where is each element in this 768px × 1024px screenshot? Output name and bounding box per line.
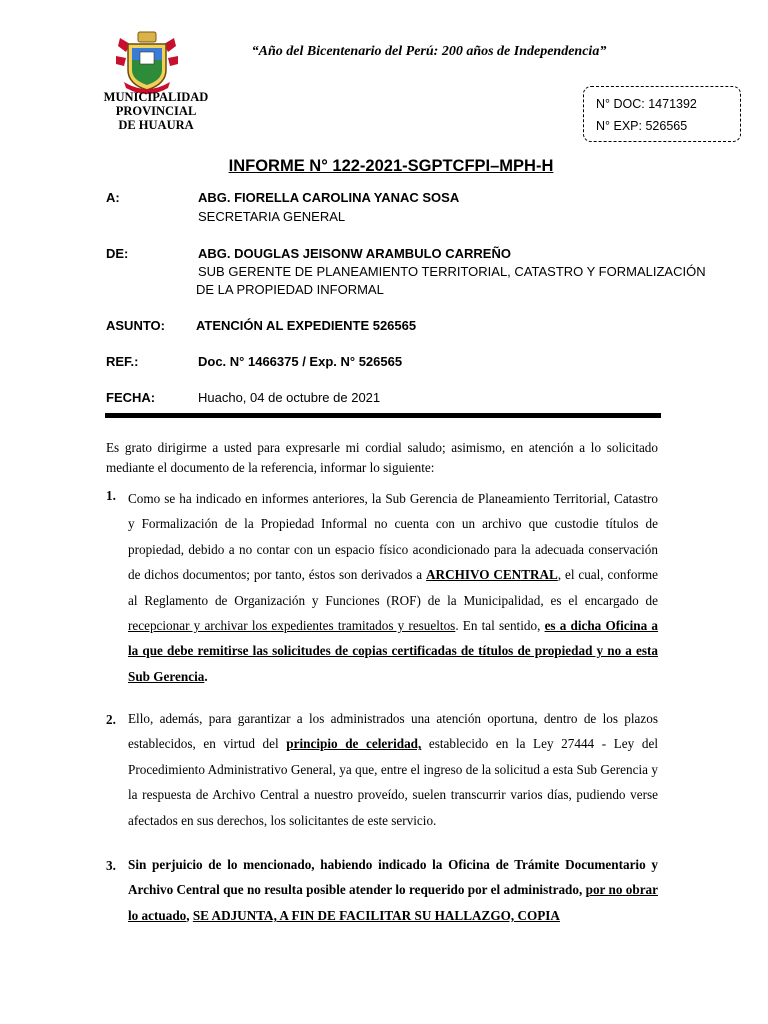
municipality-name-line1: MUNICIPALIDAD PROVINCIAL <box>103 90 209 118</box>
item-3-text-c: , <box>186 907 193 923</box>
header-divider <box>105 413 661 418</box>
doc-number: N° DOC: 1471392 <box>596 97 697 111</box>
item-1-number: 1. <box>106 488 116 503</box>
from-name: ABG. DOUGLAS JEISONW ARAMBULO CARREÑO <box>198 246 511 261</box>
municipality-name <box>66 90 246 132</box>
year-motto: “Año del Bicentenario del Perú: 200 años de Independencia” <box>251 44 607 59</box>
item-2-paragraph <box>128 706 658 833</box>
item-1-text-c: , el cual, conforme al Reglamento de Organización y Funciones (ROF) de la Municipalidad, es el encargado de <box>128 567 658 608</box>
item-1-text-a: Como se ha indicado en informes anteriores, la Sub Gerencia de Planeamiento Territorial, Catastro y Formalización de la Propiedad Informal no cuenta con un archivo que custodie títulos de propiedad, debido a no contar con un espacio físico acondicionado para la adecuada conservación de dichos documentos; por tanto, éstos son derivados a <box>128 491 658 583</box>
subject-label: ASUNTO: <box>106 318 165 333</box>
date-value: Huacho, 04 de octubre de 2021 <box>198 390 381 405</box>
item-2-text-a: Ello, además, para garantizar a los administrados una atención oportuna, dentro de los plazos establecidos, en virtud del <box>128 711 658 752</box>
por-no-obrar-underlined: por no obrar lo actuado <box>128 882 658 923</box>
date-label: FECHA: <box>106 390 156 405</box>
item-3-text-a: Sin perjuicio de lo mencionado, habiendo indicado la Oficina de Trámite Documentario y Archivo Central que no resulta posible atender lo requerido por el administrado, <box>128 857 658 898</box>
municipality-name-line2: DE HUAURA <box>118 118 194 132</box>
document-number-box <box>583 86 741 142</box>
item-2-text-c: establecido en la Ley 27444 - Ley del Procedimiento Administrativo General, ya que, entre el ingreso de la solicitud a esta Sub Gerencia y la respuesta de Archivo Central a nuestro proveído, suelen transcurrir varios días, pudiendo verse afectados en sus derechos, los solicitantes de este servicio. <box>128 736 658 828</box>
item-1-paragraph <box>128 486 658 689</box>
subject-value: ATENCIÓN AL EXPEDIENTE 526565 <box>196 318 417 333</box>
from-label: DE: <box>106 246 129 261</box>
from-role-line1: SUB GERENTE DE PLANEAMIENTO TERRITORIAL, CATASTRO Y FORMALIZACIÓN <box>198 264 706 279</box>
rof-function-underlined: recepcionar y archivar los expedientes tramitados y resueltos <box>128 618 456 634</box>
from-role-line2: DE LA PROPIEDAD INFORMAL <box>196 282 384 297</box>
reference-label: REF.: <box>106 354 139 369</box>
item-3-number: 3. <box>106 858 116 873</box>
se-adjunta-underlined: SE ADJUNTA, A FIN DE FACILITAR SU HALLAZGO, COPIA <box>192 907 560 923</box>
to-name: ABG. FIORELLA CAROLINA YANAC SOSA <box>198 190 460 205</box>
intro-paragraph: Es grato dirigirme a usted para expresarle mi cordial saludo; asimismo, en atención a lo solicitado mediante el documento de la referencia, informar lo siguiente: <box>106 440 658 475</box>
item-1-conclusion-emphasis: es a dicha Oficina a la que debe remitirse las solicitudes de copias certificadas de títulos de propiedad y no a esta Sub Gerencia <box>128 618 658 684</box>
principio-celeridad-emphasis: principio de celeridad, <box>286 736 422 752</box>
item-2-number: 2. <box>106 712 116 727</box>
to-label: A: <box>106 190 120 205</box>
exp-number: N° EXP: 526565 <box>596 119 688 133</box>
report-title: INFORME N° 122-2021-SGPTCFPI–MPH-H <box>228 157 554 175</box>
reference-value: Doc. N° 1466375 / Exp. N° 526565 <box>198 354 403 369</box>
item-3-paragraph <box>128 852 658 928</box>
item-1-text-g: . <box>204 668 208 684</box>
item-1-text-e: . En tal sentido, <box>455 618 545 634</box>
municipality-coat-of-arms-logo <box>114 30 180 94</box>
archivo-central-emphasis: ARCHIVO CENTRAL <box>426 567 558 583</box>
to-role: SECRETARIA GENERAL <box>198 209 346 224</box>
